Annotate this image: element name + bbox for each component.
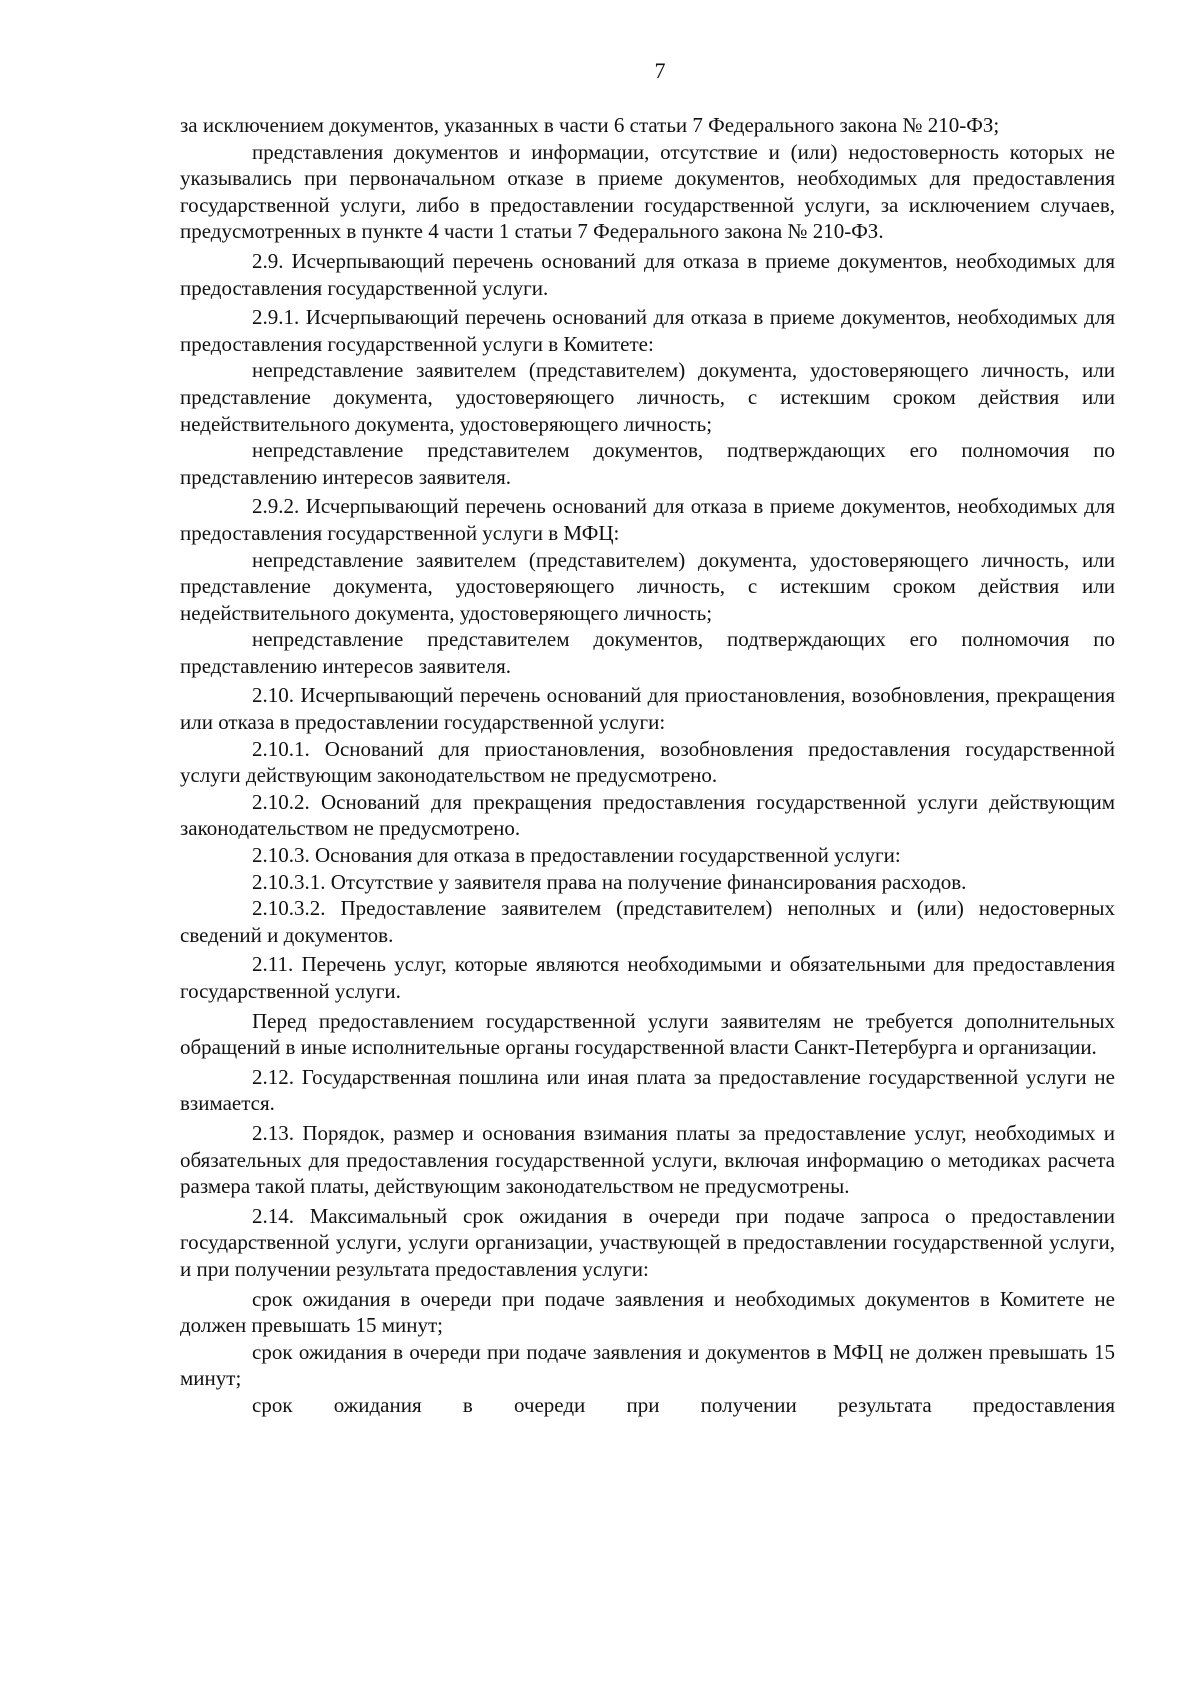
paragraph-section-2-9-2: 2.9.2. Исчерпывающий перечень оснований для отказа в приеме документов, необходимых для предоставления государственной услуги в МФЦ: [180, 494, 1115, 545]
paragraph-section-2-11: 2.11. Перечень услуг, которые являются необходимыми и обязательными для предоставления государственной услуги. [180, 952, 1115, 1003]
paragraph: непредставление заявителем (представителем) документа, удостоверяющего личность, или представление документа, удостоверяющего личность, с истекшим сроком действия или недействительного документа, удостоверяющего личность; [180, 547, 1115, 625]
paragraph-section-2-10-3: 2.10.3. Основания для отказа в предоставлении государственной услуги: [252, 843, 901, 868]
paragraph: непредставление заявителем (представителем) документа, удостоверяющего личность, или представление документа, удостоверяющего личность, с истекшим сроком действия или недействительного документа, удостоверяющего личность; [180, 358, 1115, 436]
paragraph: представления документов и информации, отсутствие и (или) недостоверность которых не указывались при первоначальном отказе в приеме документов, необходимых для предоставления государственной услуги, либо в предоставлении государственной услуги, за исключением случаев, предусмотренных в пункте 4 части 1 статьи 7 Федерального закона № 210-ФЗ. [180, 139, 1115, 244]
paragraph: непредставление представителем документов, подтверждающих его полномочия по представлению интересов заявителя. [180, 627, 1115, 678]
paragraph: Перед предоставлением государственной услуги заявителям не требуется дополнительных обращений в иные исполнительные органы государственной власти Санкт-Петербурга и организации. [180, 1008, 1115, 1060]
paragraph-section-2-14: 2.14. Максимальный срок ожидания в очереди при подаче запроса о предоставлении государственной услуги, услуги организации, участвующей в предоставлении государственной услуги, и при получении результата предоставления услуги: [180, 1203, 1115, 1281]
paragraph-section-2-10-2: 2.10.2. Оснований для прекращения предоставления государственной услуги действующим законодательством не предусмотрено. [180, 789, 1115, 841]
page-number: 7 [654, 58, 666, 83]
paragraph-continues: срок ожидания в очереди при получении результата предоставления [252, 1392, 1115, 1417]
paragraph: срок ожидания в очереди при подаче заявления и необходимых документов в Комитете не должен превышать 15 минут; [180, 1286, 1115, 1338]
paragraph-section-2-9: 2.9. Исчерпывающий перечень оснований для отказа в приеме документов, необходимых для предоставления государственной услуги. [180, 248, 1115, 300]
paragraph: срок ожидания в очереди при подаче заявления и документов в МФЦ не должен превышать 15 минут; [180, 1339, 1115, 1391]
paragraph-section-2-10-1: 2.10.1. Оснований для приостановления, возобновления предоставления государственной услуги действующим законодательством не предусмотрено. [180, 736, 1115, 788]
paragraph-section-2-10-3-1: 2.10.3.1. Отсутствие у заявителя права на получение финансирования расходов. [252, 869, 967, 894]
document-body [180, 112, 1115, 1419]
paragraph-section-2-10-3-2: 2.10.3.2. Предоставление заявителем (представителем) неполных и (или) недостоверных сведений и документов. [180, 896, 1115, 947]
paragraph-section-2-12: 2.12. Государственная пошлина или иная плата за предоставление государственной услуги не взимается. [180, 1064, 1115, 1116]
paragraph-section-2-9-1: 2.9.1. Исчерпывающий перечень оснований для отказа в приеме документов, необходимых для предоставления государственной услуги в Комитете: [180, 305, 1115, 356]
paragraph-continuation: за исключением документов, указанных в части 6 статьи 7 Федерального закона № 210-ФЗ; [180, 113, 1000, 137]
paragraph-section-2-10: 2.10. Исчерпывающий перечень оснований для приостановления, возобновления, прекращения или отказа в предоставлении государственной услуги: [180, 683, 1115, 735]
paragraph: непредставление представителем документов, подтверждающих его полномочия по представлению интересов заявителя. [180, 438, 1115, 489]
paragraph-section-2-13: 2.13. Порядок, размер и основания взимания платы за предоставление услуг, необходимых и обязательных для предоставления государственной услуги, включая информацию о методиках расчета размера такой платы, действующим законодательством не предусмотрены. [180, 1120, 1115, 1199]
